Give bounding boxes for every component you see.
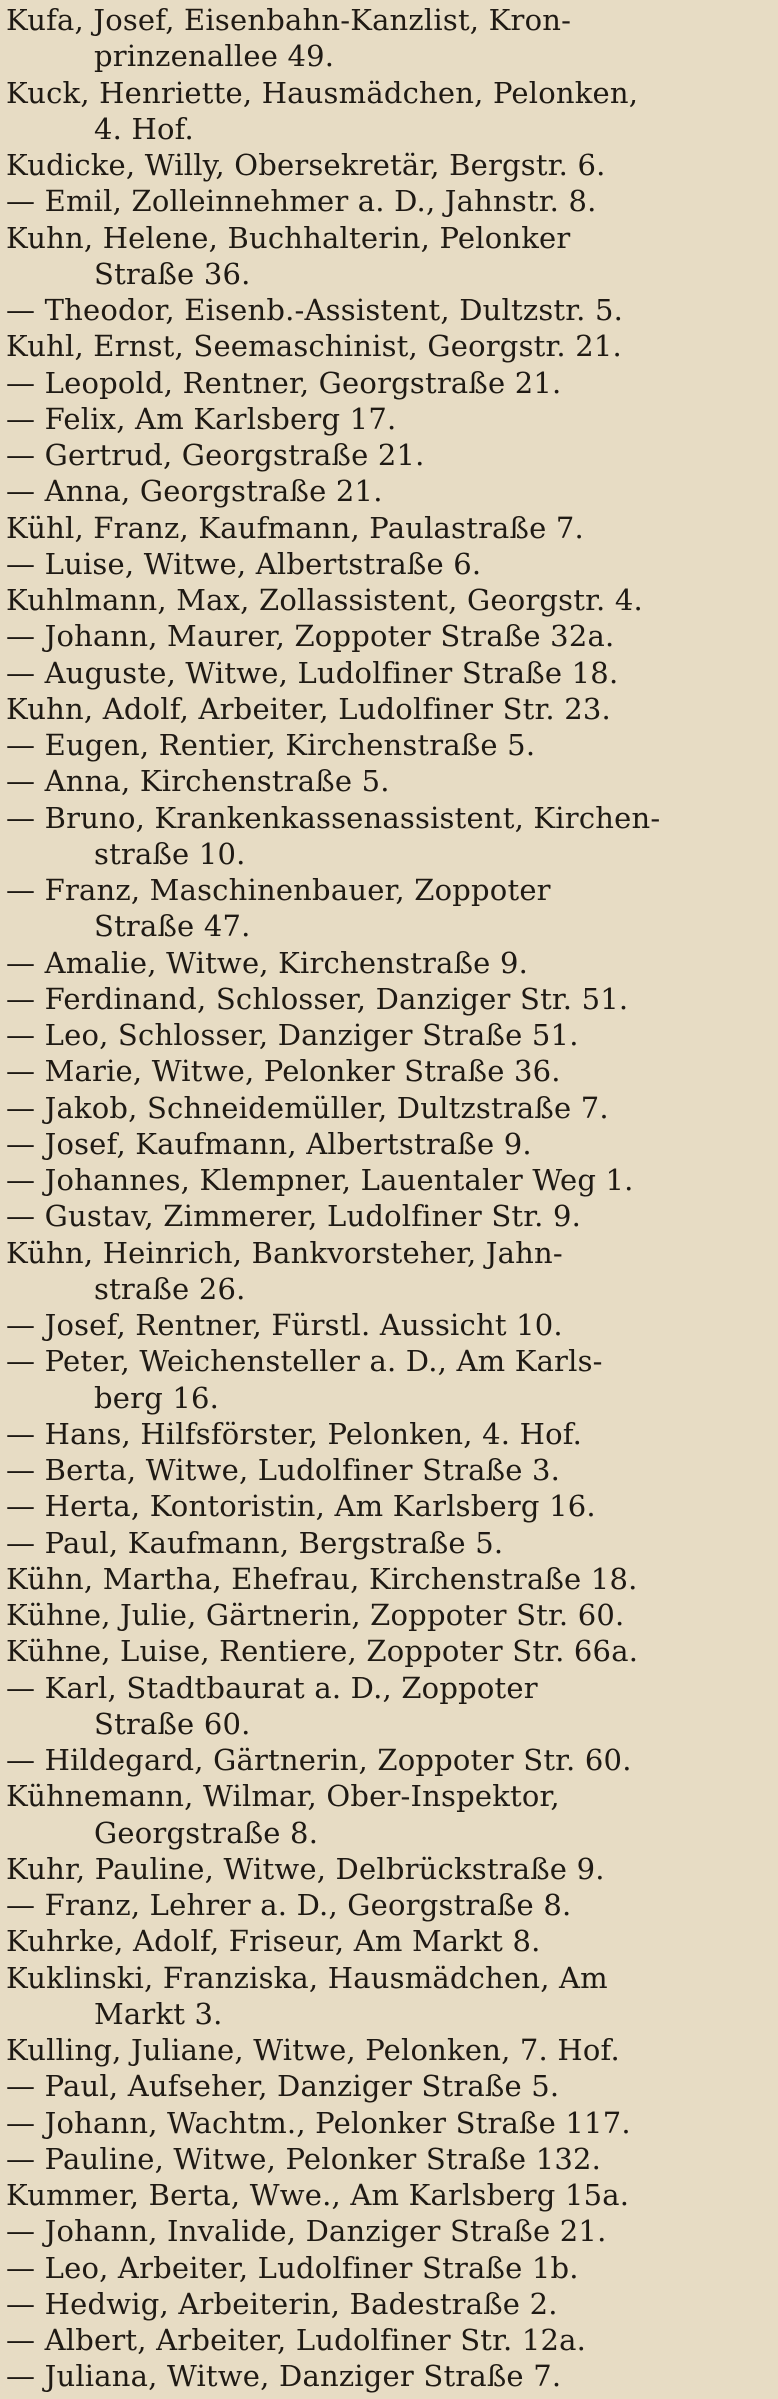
directory-entry	[6, 2214, 768, 2253]
entry-text: — Paul, Aufseher, Danziger Straße 5.	[6, 2069, 560, 2104]
entry-text: — Marie, Witwe, Pelonker Straße 36.	[6, 1054, 561, 1089]
entry-text: — Leo, Arbeiter, Ludolfiner Straße 1b.	[6, 2250, 579, 2285]
entry-text: — Johann, Maurer, Zoppoter Straße 32a.	[6, 619, 615, 654]
entry-text: Kuhl, Ernst, Seemaschinist, Georgstr. 21.	[6, 329, 622, 364]
directory-entry	[6, 474, 768, 513]
entry-text: — Paul, Kaufmann, Bergstraße 5.	[6, 1525, 504, 1560]
entry-text: Kudicke, Willy, Obersekretär, Bergstr. 6.	[6, 148, 606, 182]
entry-text: Kühne, Julie, Gärtnerin, Zoppoter Str. 60.	[6, 1598, 625, 1632]
entry-text: Kuhn, Helene, Buchhalterin, Pelonker	[6, 220, 571, 255]
entry-text: — Amalie, Witwe, Kirchenstraße 9.	[6, 945, 529, 980]
entry-text: — Bruno, Krankenkassenassistent, Kirchen-	[6, 800, 661, 835]
entry-text: — Theodor, Eisenb.-Assistent, Dultzstr. 5.	[6, 293, 624, 327]
directory-entry	[6, 981, 768, 1021]
directory-entry	[6, 945, 768, 985]
entry-continuation: straße 10.	[94, 836, 246, 871]
directory-entry	[6, 873, 768, 949]
entry-text: Kuhr, Pauline, Witwe, Delbrückstraße 9.	[6, 1851, 605, 1886]
directory-entry	[6, 184, 768, 223]
entry-text: — Karl, Stadtbaurat a. D., Zoppoter	[6, 1670, 538, 1705]
directory-entry	[6, 329, 768, 368]
entry-text: — Luise, Witwe, Albertstraße 6.	[6, 546, 482, 581]
directory-entry	[6, 510, 768, 550]
entry-text: — Hans, Hilfsförster, Pelonken, 4. Hof.	[6, 1416, 583, 1451]
directory-entry	[6, 764, 768, 803]
entry-text: Kühne, Luise, Rentiere, Zoppoter Str. 66a.	[6, 1634, 639, 1669]
entry-text: Kummer, Berta, Wwe., Am Karlsberg 15a.	[6, 2178, 630, 2212]
directory-entry	[6, 1489, 768, 1528]
entry-text: — Albert, Arbeiter, Ludolfiner Str. 12a.	[6, 2323, 587, 2357]
entry-text: Kühl, Franz, Kaufmann, Paulastraße 7.	[6, 510, 584, 545]
directory-entry	[6, 401, 768, 441]
entry-text: — Peter, Weichensteller a. D., Am Karls-	[6, 1344, 603, 1379]
entry-text: Kühn, Martha, Ehefrau, Kirchenstraße 18.	[6, 1561, 638, 1596]
directory-entry	[6, 2250, 768, 2290]
directory-entry	[6, 1199, 768, 1238]
directory-entry	[6, 1126, 768, 1166]
entry-text: — Juliana, Witwe, Danziger Straße 7.	[6, 2359, 562, 2394]
entry-continuation: Straße 47.	[94, 909, 251, 944]
directory-entry	[6, 1163, 768, 1202]
directory-entry	[6, 1054, 768, 1093]
entry-text: Kufa, Josef, Eisenbahn-Kanzlist, Kron-	[6, 3, 572, 37]
directory-entry	[6, 1888, 768, 1927]
entry-text: — Herta, Kontoristin, Am Karlsberg 16.	[6, 1489, 596, 1524]
directory-entry	[6, 1018, 768, 1057]
directory-entry	[6, 655, 768, 695]
directory-entry	[6, 148, 768, 187]
entry-text: — Franz, Maschinenbauer, Zoppoter	[6, 873, 551, 907]
directory-entry	[6, 728, 768, 767]
directory-entry	[6, 1308, 768, 1347]
entry-continuation: 4. Hof.	[94, 111, 194, 146]
entry-text: — Josef, Kaufmann, Albertstraße 9.	[6, 1126, 532, 1161]
entry-continuation: berg 16.	[94, 1380, 220, 1415]
entry-text: — Josef, Rentner, Fürstl. Aussicht 10.	[6, 1308, 563, 1342]
entry-text: — Hildegard, Gärtnerin, Zoppoter Str. 60.	[6, 1743, 632, 1777]
entry-text: — Auguste, Witwe, Ludolfiner Straße 18.	[6, 655, 619, 690]
entry-text: Kulling, Juliane, Witwe, Pelonken, 7. Hof.	[6, 2033, 620, 2067]
entry-text: — Anna, Kirchenstraße 5.	[6, 764, 390, 799]
directory-entry	[6, 2069, 768, 2108]
entry-text: — Gustav, Zimmerer, Ludolfiner Str. 9.	[6, 1199, 582, 1234]
entry-text: — Johann, Wachtm., Pelonker Straße 117.	[6, 2105, 631, 2140]
directory-entry	[6, 2105, 768, 2145]
directory-entry	[6, 1090, 768, 1130]
entry-text: — Berta, Witwe, Ludolfiner Straße 3.	[6, 1453, 561, 1487]
entry-text: — Franz, Lehrer a. D., Georgstraße 8.	[6, 1888, 572, 1922]
entry-text: — Eugen, Rentier, Kirchenstraße 5.	[6, 728, 536, 762]
entry-continuation: prinzenallee 49.	[94, 39, 335, 74]
directory-entry	[6, 1743, 768, 1782]
entry-text: — Jakob, Schneidemüller, Dultzstraße 7.	[6, 1090, 609, 1125]
directory-entry	[6, 691, 768, 731]
directory-entry	[6, 1561, 768, 1601]
entry-text: Kühn, Heinrich, Bankvorsteher, Jahn-	[6, 1235, 563, 1270]
entry-text: — Emil, Zolleinnehmer a. D., Jahnstr. 8.	[6, 184, 597, 219]
entry-text: — Hedwig, Arbeiterin, Badestraße 2.	[6, 2286, 558, 2321]
directory-entry	[6, 546, 768, 586]
entry-text: Kuhlmann, Max, Zollassistent, Georgstr. 4.	[6, 583, 643, 617]
entry-continuation: Straße 60.	[94, 1706, 251, 1741]
directory-entry	[6, 800, 768, 877]
entry-text: — Leo, Schlosser, Danziger Straße 51.	[6, 1018, 579, 1052]
directory-entry	[6, 1851, 768, 1891]
entry-text: Kuklinski, Franziska, Hausmädchen, Am	[6, 1960, 608, 1995]
directory-entry	[6, 3, 768, 79]
entry-text: — Felix, Am Karlsberg 17.	[6, 401, 397, 436]
directory-entry	[6, 1453, 768, 1492]
entry-continuation: Georgstraße 8.	[94, 1815, 319, 1850]
directory-entry	[6, 1670, 768, 1747]
entry-text: — Leopold, Rentner, Georgstraße 21.	[6, 365, 562, 400]
directory-entry	[6, 1924, 768, 1963]
directory-entry	[6, 1960, 768, 2037]
entry-continuation: Markt 3.	[94, 1996, 223, 2031]
entry-text: — Johannes, Klempner, Lauentaler Weg 1.	[6, 1163, 634, 1197]
entry-text: — Ferdinand, Schlosser, Danziger Str. 51.	[6, 981, 629, 1016]
entry-text: — Gertrud, Georgstraße 21.	[6, 438, 425, 472]
directory-entry	[6, 2033, 768, 2072]
entry-text: — Pauline, Witwe, Pelonker Straße 132.	[6, 2141, 602, 2176]
directory-entry	[6, 1416, 768, 1456]
directory-entry	[6, 2141, 768, 2181]
directory-entry	[6, 438, 768, 477]
directory-entry	[6, 1598, 768, 1637]
directory-entry	[6, 365, 768, 405]
entry-continuation: straße 26.	[94, 1271, 246, 1306]
directory-entry	[6, 1779, 768, 1855]
directory-entry	[6, 220, 768, 297]
directory-entry	[6, 2359, 768, 2398]
entry-text: Kuhrke, Adolf, Friseur, Am Markt 8.	[6, 1924, 541, 1959]
directory-entry	[6, 75, 768, 152]
entry-text: — Anna, Georgstraße 21.	[6, 474, 383, 509]
entry-text: Kuck, Henriette, Hausmädchen, Pelonken,	[6, 75, 639, 110]
directory-entry	[6, 1344, 768, 1420]
directory-entry	[6, 2286, 768, 2326]
directory-entry	[6, 293, 768, 332]
directory-entry	[6, 1525, 768, 1565]
directory-entry	[6, 619, 768, 658]
directory-entry	[6, 1235, 768, 1312]
directory-entry	[6, 2178, 768, 2217]
entry-text: — Johann, Invalide, Danziger Straße 21.	[6, 2214, 607, 2249]
entry-text: Kuhn, Adolf, Arbeiter, Ludolfiner Str. 23.	[6, 691, 611, 726]
entry-text: Kühnemann, Wilmar, Ober-Inspektor,	[6, 1779, 560, 1814]
entry-continuation: Straße 36.	[94, 256, 251, 291]
directory-entry	[6, 2323, 768, 2362]
directory-entry	[6, 583, 768, 622]
directory-entry	[6, 1634, 768, 1673]
